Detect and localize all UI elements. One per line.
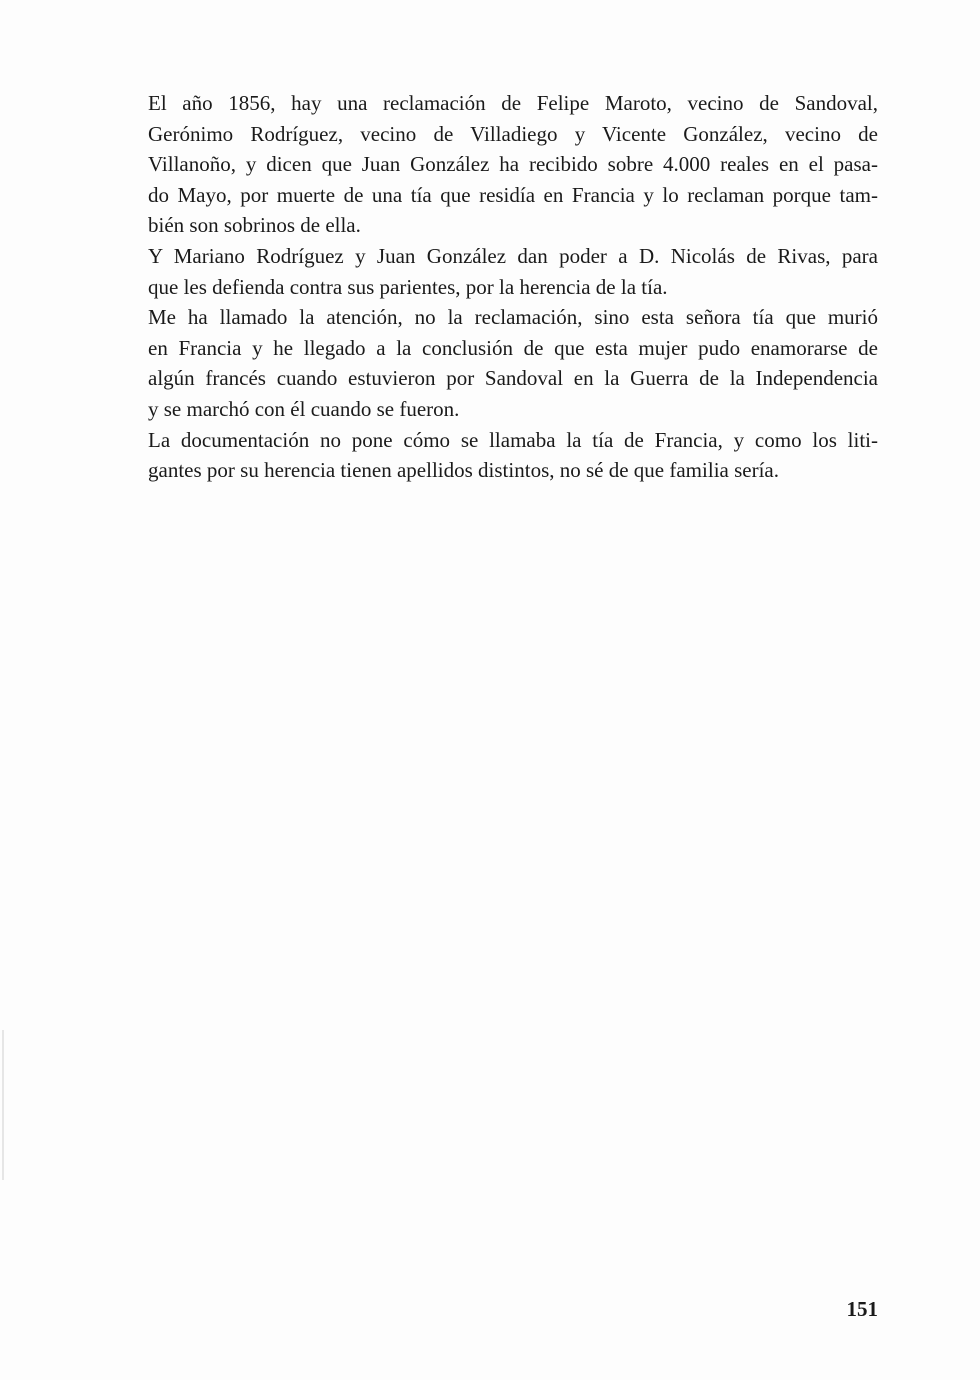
paragraph-line: gantes por su herencia tienen apellidos distintos, no sé de que familia sería. [148,458,779,483]
paragraph-line: Gerónimo Rodríguez, vecino de Villadiego y Vicente González, vecino de [148,121,878,146]
paragraph-line: en Francia y he llegado a la conclusión de que esta mujer pudo enamorarse de [148,335,878,360]
paragraph-line: que les defienda contra sus parientes, por la herencia de la tía. [148,274,668,299]
page-number: 151 [846,1297,878,1321]
paragraph-line: algún francés cuando estuvieron por Sandoval en la Guerra de la Independencia [148,366,878,391]
paragraph-line: La documentación no pone cómo se llamaba la tía de Francia, y como los liti- [148,427,878,452]
paragraph-line: Me ha llamado la atención, no la reclamación, sino esta señora tía que murió [148,305,878,330]
paragraph-4 [113,425,878,486]
paragraph-line: Villanoño, y dicen que Juan González ha recibido sobre 4.000 reales en el pasa- [148,152,878,177]
paragraph-line: El año 1856, hay una reclamación de Felipe Maroto, vecino de Sandoval, [148,91,878,115]
scan-edge-mark [2,1030,4,1180]
body-text [113,88,878,486]
paragraph-3 [113,302,878,424]
paragraph-line: Y Mariano Rodríguez y Juan González dan poder a D. Nicolás de Rivas, para [148,243,878,268]
paragraph-line: bién son sobrinos de ella. [148,213,361,238]
paragraph-line: y se marchó con él cuando se fueron. [148,396,460,421]
paragraph-1 [113,88,878,241]
paragraph-line: do Mayo, por muerte de una tía que residía en Francia y lo reclaman porque tam- [148,182,878,207]
paragraph-2 [113,241,878,302]
